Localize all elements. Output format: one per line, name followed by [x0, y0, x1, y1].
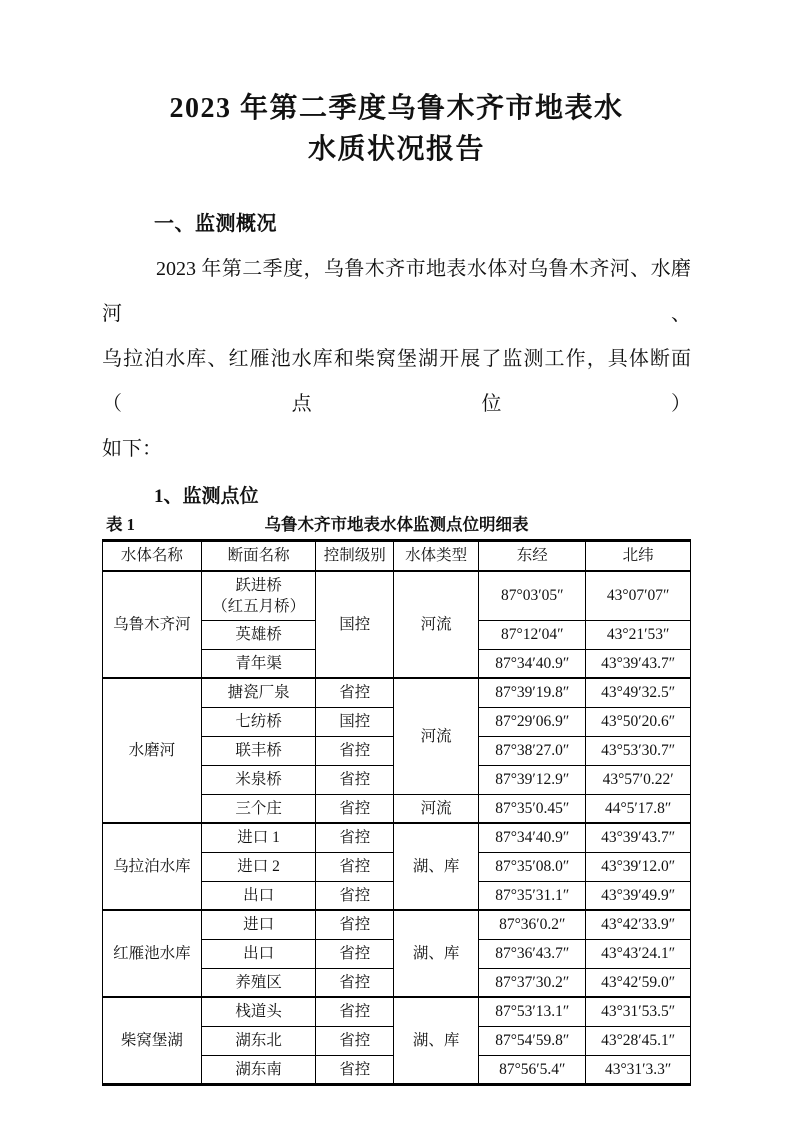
paragraph-line-1: 2023 年第二季度，乌鲁木齐市地表水体对乌鲁木齐河、水磨河、 [102, 258, 691, 325]
table-cell: 44°5′17.8″ [586, 794, 691, 823]
table-row [103, 997, 691, 1026]
table-body [103, 571, 691, 1085]
table-cell: 87°54′59.8″ [479, 1026, 586, 1055]
table-cell: 英雄桥 [201, 620, 316, 649]
table-cell: 乌拉泊水库 [103, 823, 202, 910]
table-cell: 43°39′12.0″ [586, 852, 691, 881]
table-cell: 43°28′45.1″ [586, 1026, 691, 1055]
document-title-line-2: 水质状况报告 [307, 134, 485, 165]
table-cell: 三个庄 [201, 794, 316, 823]
table-cell: 省控 [316, 968, 394, 997]
table-cell: 省控 [316, 1026, 394, 1055]
table-cell: 湖东北 [201, 1026, 316, 1055]
column-header: 北纬 [586, 541, 691, 571]
document-title [102, 0, 691, 170]
table-cell: 87°35′0.45″ [479, 794, 586, 823]
table-cell: 水磨河 [103, 678, 202, 823]
table-row [103, 823, 691, 852]
table-cell: 43°53′30.7″ [586, 736, 691, 765]
column-header: 断面名称 [201, 541, 316, 571]
table-cell: 湖、库 [394, 823, 479, 910]
table-cell: 省控 [316, 794, 394, 823]
table-cell: 进口 2 [201, 852, 316, 881]
table-cell: 河流 [394, 678, 479, 794]
table-header-row [103, 541, 691, 571]
table-section [102, 515, 691, 1086]
table-cell: 省控 [316, 881, 394, 910]
table-cell: 43°39′43.7″ [586, 649, 691, 678]
table-cell: 湖、库 [394, 910, 479, 997]
table-cell: 栈道头 [201, 997, 316, 1026]
monitoring-points-table [102, 539, 691, 1086]
table-cell: 省控 [316, 939, 394, 968]
section-heading: 一、监测概况 [154, 213, 277, 235]
table-cell: 43°39′49.9″ [586, 881, 691, 910]
table-label: 表 1 [106, 515, 135, 534]
table-caption-row [102, 515, 691, 537]
table-cell: 43°50′20.6″ [586, 707, 691, 736]
table-cell: 87°56′5.4″ [479, 1055, 586, 1084]
table-cell: 87°12′04″ [479, 620, 586, 649]
table-cell: 43°07′07″ [586, 571, 691, 621]
intro-paragraph [102, 247, 691, 472]
table-cell: 87°35′31.1″ [479, 881, 586, 910]
table-cell: 43°42′59.0″ [586, 968, 691, 997]
table-caption: 乌鲁木齐市地表水体监测点位明细表 [264, 515, 529, 534]
table-cell: 出口 [201, 881, 316, 910]
table-cell: 省控 [316, 852, 394, 881]
table-cell: 87°37′30.2″ [479, 968, 586, 997]
table-row [103, 910, 691, 939]
table-cell: 柴窝堡湖 [103, 997, 202, 1084]
table-cell: 43°57′0.22′ [586, 765, 691, 794]
table-cell: 青年渠 [201, 649, 316, 678]
column-header: 控制级别 [316, 541, 394, 571]
table-row [103, 571, 691, 621]
table-cell: 87°39′12.9″ [479, 765, 586, 794]
table-cell: 河流 [394, 571, 479, 679]
table-cell: 87°34′40.9″ [479, 823, 586, 852]
table-cell: 87°34′40.9″ [479, 649, 586, 678]
table-cell: 43°31′53.5″ [586, 997, 691, 1026]
paragraph-line-3: 如下： [102, 438, 162, 460]
table-cell: 87°35′08.0″ [479, 852, 586, 881]
table-cell: 跃进桥 （红五月桥） [201, 571, 316, 621]
document-title-line-1: 2023 年第二季度乌鲁木齐市地表水 [169, 93, 624, 124]
table-cell: 43°39′43.7″ [586, 823, 691, 852]
table-cell: 87°36′0.2″ [479, 910, 586, 939]
paragraph-line-2: 乌拉泊水库、红雁池水库和柴窝堡湖开展了监测工作，具体断面（点位） [102, 348, 691, 415]
table-cell: 米泉桥 [201, 765, 316, 794]
table-cell: 87°29′06.9″ [479, 707, 586, 736]
table-cell: 湖、库 [394, 997, 479, 1084]
table-cell: 搪瓷厂泉 [201, 678, 316, 707]
table-cell: 省控 [316, 997, 394, 1026]
table-cell: 七纺桥 [201, 707, 316, 736]
table-cell: 红雁池水库 [103, 910, 202, 997]
table-cell: 省控 [316, 736, 394, 765]
table-cell: 进口 [201, 910, 316, 939]
table-cell: 湖东南 [201, 1055, 316, 1084]
table-cell: 43°43′24.1″ [586, 939, 691, 968]
table-cell: 87°39′19.8″ [479, 678, 586, 707]
table-cell: 87°36′43.7″ [479, 939, 586, 968]
table-cell: 进口 1 [201, 823, 316, 852]
table-cell: 国控 [316, 707, 394, 736]
table-cell: 联丰桥 [201, 736, 316, 765]
table-cell: 省控 [316, 910, 394, 939]
table-cell: 省控 [316, 1055, 394, 1084]
subsection-heading: 1、监测点位 [154, 486, 259, 507]
table-row [103, 678, 691, 707]
table-cell: 养殖区 [201, 968, 316, 997]
table-cell: 出口 [201, 939, 316, 968]
table-cell: 43°42′33.9″ [586, 910, 691, 939]
table-cell: 省控 [316, 678, 394, 707]
table-cell: 国控 [316, 571, 394, 679]
table-cell: 43°31′3.3″ [586, 1055, 691, 1084]
table-cell: 乌鲁木齐河 [103, 571, 202, 679]
column-header: 水体类型 [394, 541, 479, 571]
column-header: 水体名称 [103, 541, 202, 571]
table-cell: 省控 [316, 765, 394, 794]
table-cell: 河流 [394, 794, 479, 823]
table-cell: 43°49′32.5″ [586, 678, 691, 707]
table-cell: 省控 [316, 823, 394, 852]
table-cell: 43°21′53″ [586, 620, 691, 649]
table-cell: 87°38′27.0″ [479, 736, 586, 765]
table-cell: 87°03′05″ [479, 571, 586, 621]
column-header: 东经 [479, 541, 586, 571]
table-cell: 87°53′13.1″ [479, 997, 586, 1026]
